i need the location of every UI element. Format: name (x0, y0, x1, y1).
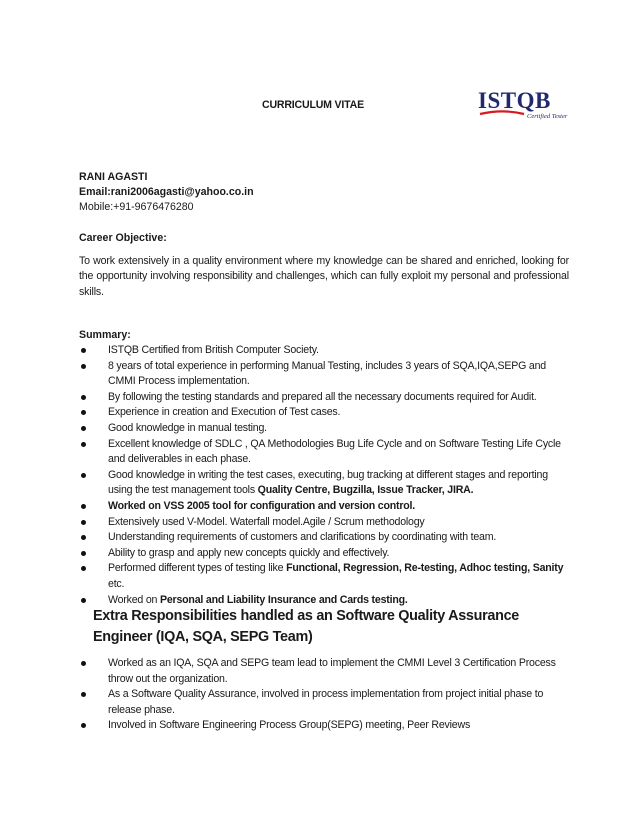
list-item-text: Good knowledge in manual testing. (108, 421, 267, 434)
list-item (93, 437, 569, 468)
list-item (93, 468, 569, 499)
list-item-text: By following the testing standards and prepared all the necessary documents required for Audit. (108, 390, 537, 403)
bullet-icon (81, 661, 86, 666)
bullet-icon (81, 426, 86, 431)
list-item-text: Excellent knowledge of SDLC , QA Methodologies Bug Life Cycle and on Software Testing Life Cycle and deliverables in each phase. (108, 437, 561, 466)
career-objective-heading: Career Objective: (79, 232, 167, 244)
list-item (93, 530, 569, 546)
list-item-text: ISTQB Certified from British Computer Society. (108, 344, 319, 356)
summary-heading: Summary: (79, 329, 131, 341)
bullet-icon (81, 692, 86, 697)
bullet-icon (81, 348, 86, 353)
list-item-bold-text: Worked on VSS 2005 tool for configuration and version control. (108, 499, 416, 512)
bullet-icon (81, 535, 86, 540)
list-item-bold-text: Personal and Liability Insurance and Cards testing. (159, 593, 408, 606)
list-item-text: Involved in Software Engineering Process Group(SEPG) meeting, Peer Reviews (108, 719, 471, 732)
list-item (93, 687, 569, 718)
list-item (93, 718, 569, 734)
list-item-text: etc. (108, 577, 125, 590)
list-item (93, 405, 569, 421)
bullet-icon (81, 364, 86, 369)
bullet-icon (81, 520, 86, 525)
extra-responsibilities-list (93, 656, 569, 734)
istqb-logo (478, 86, 566, 136)
document-title: CURRICULUM VITAE (262, 99, 364, 111)
list-item (93, 656, 569, 687)
logo-text: ISTQB (478, 88, 551, 113)
list-item-text: 8 years of total experience in performing Manual Testing, includes 3 years of SQA,IQA,SEPG and CMMI Process implementation. (108, 359, 546, 388)
bullet-icon (81, 442, 86, 447)
extra-responsibilities-heading: Extra Responsibilities handled as an Software Quality Assurance Engineer (IQA, SQA, SEPG Team) (93, 608, 520, 645)
bullet-icon (81, 473, 86, 478)
list-item (93, 421, 569, 437)
contact-block (79, 170, 569, 215)
list-item (93, 561, 569, 592)
list-item (93, 499, 569, 515)
candidate-name: RANI AGASTI (79, 171, 148, 183)
list-item-text: Good knowledge in writing the test cases, executing, bug tracking at different stages and reporting using the test management tools (108, 468, 548, 497)
list-item-text: Experience in creation and Execution of Test cases. (108, 406, 341, 419)
mobile-line: Mobile:+91-9676476280 (79, 201, 194, 213)
list-item (93, 546, 569, 562)
list-item (93, 359, 569, 390)
logo-subtext: Certified Tester (527, 113, 568, 120)
bullet-icon (81, 504, 86, 509)
email-line: Email:rani2006agasti@yahoo.co.in (79, 186, 254, 198)
list-item-text: Understanding requirements of customers and clarifications by coordinating with team. (108, 531, 497, 544)
list-item-text: Ability to grasp and apply new concepts quickly and effectively. (108, 546, 390, 559)
bullet-icon (81, 395, 86, 400)
summary-list-wrapper (93, 343, 569, 608)
list-item-text: Worked as an IQA, SQA and SEPG team lead to implement the CMMI Level 3 Certification Process throw out the organization. (108, 657, 556, 685)
logo-swoosh-icon (478, 108, 566, 132)
list-item (93, 515, 569, 531)
list-item-text: Extensively used V-Model. Waterfall model.Agile / Scrum methodology (108, 515, 425, 528)
bullet-icon (81, 723, 86, 728)
list-item-text: Worked on (108, 593, 160, 606)
list-item-text: As a Software Quality Assurance, involved in process implementation from project initial phase to release phase. (108, 688, 544, 716)
bullet-icon (81, 566, 86, 571)
list-item-bold-text: Functional, Regression, Re-testing, Adhoc testing, Sanity (286, 562, 564, 575)
summary-list (93, 343, 569, 608)
list-item (93, 343, 569, 359)
bullet-icon (81, 410, 86, 415)
list-item-bold-text: Quality Centre, Bugzilla, Issue Tracker, JIRA. (257, 484, 474, 497)
career-objective-text: To work extensively in a quality environment where my knowledge can be shared and enriched, looking for the opportunity involving responsibility and challenges, which can fully exploit my personal and professional skills. (79, 255, 569, 298)
bullet-icon (81, 598, 86, 603)
list-item-text: Performed different types of testing like (108, 562, 287, 575)
extra-list-wrapper (93, 656, 569, 734)
list-item (93, 390, 569, 406)
bullet-icon (81, 551, 86, 556)
